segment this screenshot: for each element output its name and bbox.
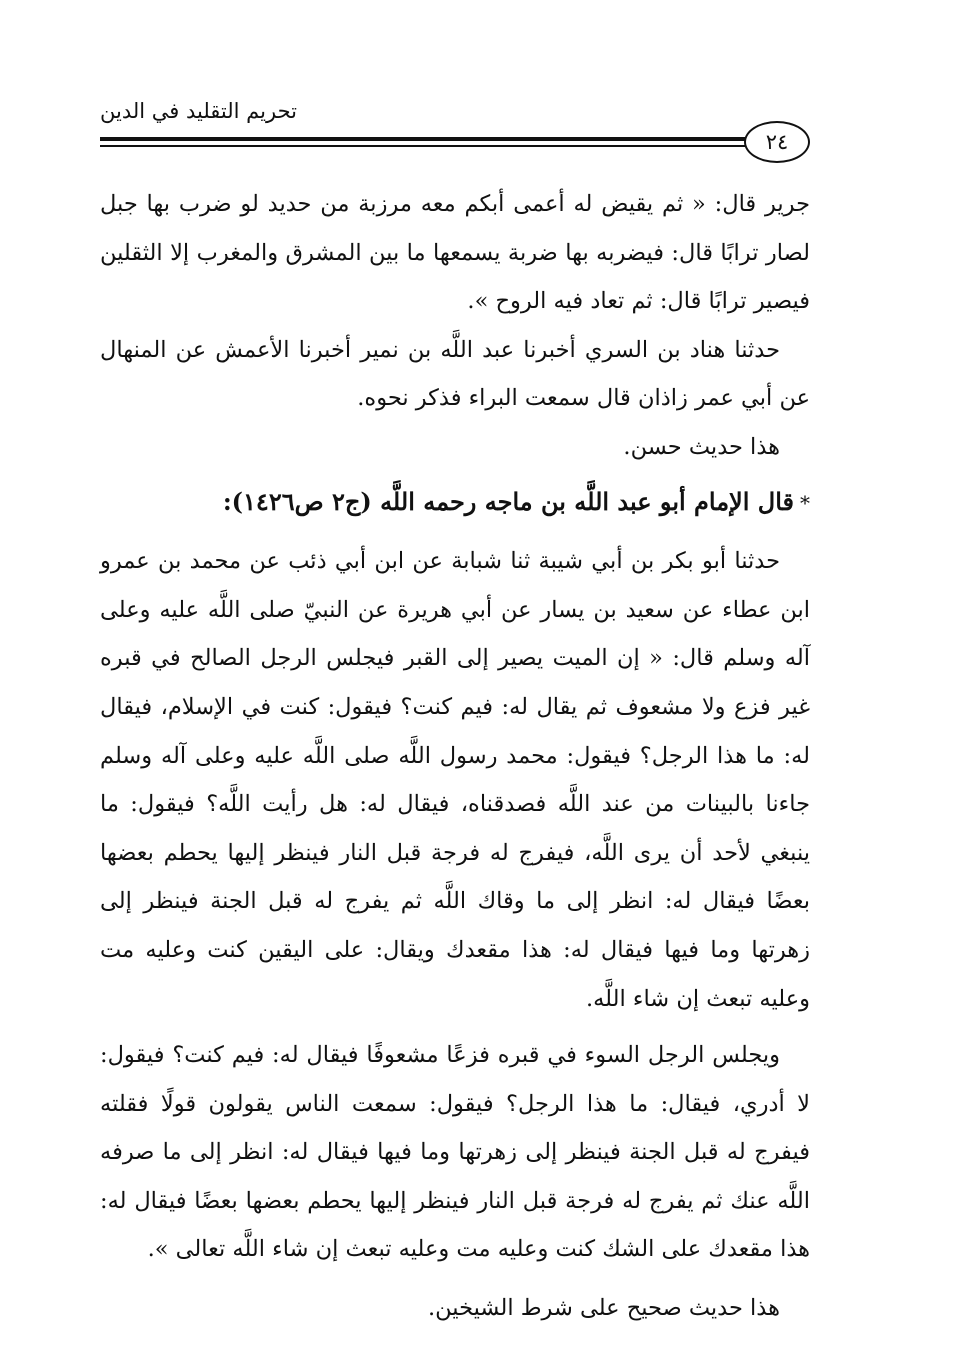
paragraph-grading-sahih: هذا حديث صحيح على شرط الشيخين. [428, 1295, 780, 1322]
paragraph-hadith-continuation: جرير قال: « ثم يقيض له أعمى أبكم معه مرزبة من حديد لو ضرب بها جبل لصار ترابًا قال: فيضربه بها ضربة يسمعها ما بين المشرق والمغرب إلا الثقلين فيصير ترابًا قال: ثم تعاد فيه الروح ». [100, 191, 810, 315]
paragraph-isnad: حدثنا هناد بن السري أخبرنا عبد اللَّه بن نمير أخبرنا الأعمش عن المنهال عن أبي عمر زاذان قال سمعت البراء فذكر نحوه. [100, 336, 810, 412]
section-heading [100, 478, 810, 528]
paragraph-hadith-ibn-majah: حدثنا أبو بكر بن أبي شيبة ثنا شبابة عن ابن أبي ذئب عن محمد بن عمرو ابن عطاء عن سعيد بن يسار عن أبي هريرة عن النبيّ صلى اللَّه عليه وعلى آله وسلم قال: « إن الميت يصير إلى القبر فيجلس الرجل الصالح في قبره غير فزع ولا مشعوف ثم يقال له: فيم كنت؟ فيقول: كنت في الإسلام، فيقال له: ما هذا الرجل؟ فيقول: محمد رسول اللَّه صلى اللَّه عليه وعلى آله وسلم جاءنا بالبينات من عند اللَّه فصدقناه، فيقال له: هل رأيت اللَّه؟ فيقول: ما ينبغي لأحد أن يرى اللَّه، فيفرج له فرجة قبل النار فينظر إليها يحطم بعضها بعضًا فيقال له: انظر إلى ما وقاك اللَّه ثم يفرج له قبل الجنة فينظر إلى زهرتها وما فيها فيقال له: هذا مقعدك ويقال: على اليقين كنت وعليه مت وعليه تبعث إن شاء اللَّه. [100, 548, 811, 1012]
section-heading-text: قال الإمام أبو عبد اللَّه بن ماجه رحمه اللَّه (ج٢ ص١٤٢٦): [222, 486, 794, 516]
running-title: تحريم التقليد في الدين [100, 99, 297, 123]
page-number-badge: ٢٤ [744, 121, 810, 163]
paragraph-grading-hasan: هذا حديث حسن. [623, 433, 780, 460]
paragraph-hadith-continuation-2: ويجلس الرجل السوء في قبره فزعًا مشعوفًا فيقال له: فيم كنت؟ فيقول: لا أدري، فيقال: ما هذا الرجل؟ فيقول: سمعت الناس يقولون قولًا فقلته فيفرج له قبل الجنة فينظر إلى زهرتها وما فيها فيقال له: انظر إلى ما صرفه اللَّه عنك ثم يفرج له فرجة قبل النار فينظر إليها يحطم بعضها بعضًا فيقال له: هذا مقعدك على الشك كنت وعليه مت وعليه تبعث إن شاء اللَّه تعالى ». [100, 1042, 810, 1263]
body-text [100, 180, 810, 1333]
asterisk-icon: * [800, 490, 810, 515]
header-rule-thick [100, 137, 750, 141]
header-rule-thin [100, 145, 750, 147]
